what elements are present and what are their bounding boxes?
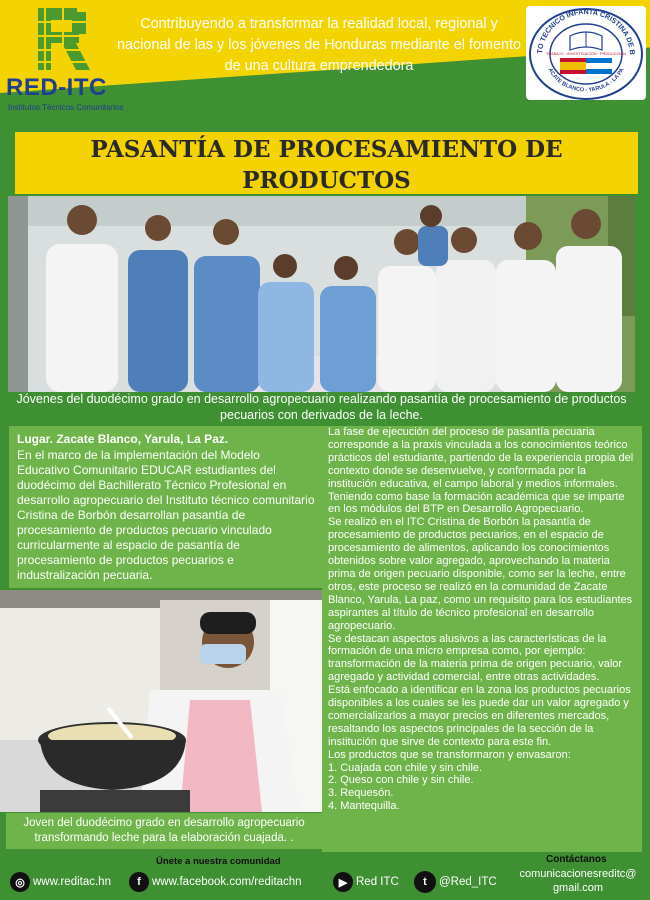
join-community-label: Únete a nuestra comunidad xyxy=(156,856,281,867)
header-slogan: Contribuyendo a transformar la realidad local, regional y nacional de las y los jóvenes de Honduras mediante el fomento de una cultura emprendedora xyxy=(117,16,521,74)
footer xyxy=(0,852,650,900)
youtube-icon: ▶ xyxy=(333,872,353,892)
article-paragraph: Está enfocado a identificar en la zona los productos pecuarios disponibles a los cuales se les puede dar un valor agregado y comercializarlos a mayor precios en diferentes mercados, resaltando los aspectos principales de la sección de la institución que sirve de contexto para este fin. xyxy=(328,684,631,748)
left-intro-text xyxy=(9,426,322,583)
logo-title: RED-ITC xyxy=(6,74,107,101)
right-article-box xyxy=(322,426,642,852)
footer-link-facebook[interactable] xyxy=(129,872,302,892)
article-title-box xyxy=(13,130,640,196)
contact-label: Contáctanos xyxy=(546,854,607,865)
footer-link-twitter[interactable] xyxy=(414,872,497,892)
article-body xyxy=(322,426,642,813)
left-intro-box xyxy=(9,426,322,588)
footer-link-text: Red ITC xyxy=(356,876,399,888)
contact-email-link[interactable]: comunicacionesreditc@ gmail.com xyxy=(519,868,637,894)
school-seal xyxy=(526,6,646,100)
footer-link-text: www.reditac.hn xyxy=(33,876,111,888)
footer-link-website[interactable] xyxy=(10,872,111,892)
seal-ring-bottom: ACATE BLANCO - YARULA - LA PA xyxy=(546,67,626,94)
group-photo xyxy=(8,196,635,392)
products-heading: Los productos que se transformaron y envasaron: xyxy=(328,748,571,761)
red-itc-logo xyxy=(2,4,130,112)
footer-link-youtube[interactable] xyxy=(333,872,399,892)
article-paragraph: Se realizó en el ITC Cristina de Borbón la pasantía de procesamiento de productos pecuarios, en el espacio de procesamiento de alimentos, aplicando los conocimientos obtenidos sobre valor agregado, aprovechando la materia prima de origen pecuario disponible, como ser la leche, entre otros, este proceso se realizó en la comunidad de Zacate Blanco, Yarula, La paz, como un requisito para los estudiantes aspirantes al título de técnico profesional en desarrollo agropecuario. xyxy=(328,516,633,632)
article-paragraph: Se destacan aspectos alusivos a las características de la formación de una micro empresa como, por ejemplo: transformación de la materia prima de origen pecuario, valor agregado y actividad comercial, entre otras actividades. xyxy=(328,632,623,684)
cooking-photo xyxy=(0,590,322,812)
footer-link-text: www.facebook.com/reditachn xyxy=(152,876,302,888)
product-list-item: 4. Mantequilla. xyxy=(328,800,400,813)
seal-ring-text: TO TECNICO INFANTA CRISTINA DE B xyxy=(535,6,638,56)
logo-subtitle: Institutos Técnicos Comunitarios xyxy=(8,103,124,112)
footer-link-text: @Red_ITC xyxy=(439,876,497,888)
article-title-line-1: PASANTÍA DE PROCESAMIENTO DE PRODUCTOS xyxy=(90,136,563,194)
article-paragraph: Teniendo como base la formación académica que se imparte en los módulos del BTP en Desarrollo Agropecuario. xyxy=(328,490,625,516)
location-label: Lugar. Zacate Blanco, Yarula, La Paz. xyxy=(17,432,229,446)
seal-motto: TRABAJO · INVESTIGACION · PRODUCCION xyxy=(546,52,626,56)
product-list-item: 2. Queso con chile y sin chile. xyxy=(328,774,474,787)
article-paragraph: La fase de ejecución del proceso de pasantía pecuaria corresponde a la praxis vinculada a los conocimientos teórico prácticos del estudiante, partiendo de la experiencia propia del contexto donde se desenvuelve, y conformada por la institución educativa, el campo laboral y medios informales. xyxy=(328,426,634,490)
header-banner xyxy=(0,0,650,112)
product-list-item: 3. Requesón. xyxy=(328,787,394,800)
product-list-item: 1. Cuajada con chile y sin chile. xyxy=(328,761,483,774)
intro-paragraph: En el marco de la implementación del Modelo Educativo Comunitario EDUCAR estudiantes del duodécimo del Bachillerato Técnico Profesional en desarrollo agropecuario del Instituto técnico comunitario Cristina de Borbón desarrollan pasantía de procesamiento de productos pecuario vinculado curricularmente al espacio de pasantía de procesamiento de productos pecuarios e industralización pecuaria. xyxy=(17,448,315,582)
cooking-photo-caption: Joven del duodécimo grado en desarrollo agropecuario transformando leche para la elaboración cuajada. . xyxy=(6,813,322,849)
group-photo-caption: Jóvenes del duodécimo grado en desarrollo agropecuario realizando pasantía de procesamiento de productos pecuarios con derivados de la leche. xyxy=(8,392,635,426)
school-seal-emblem xyxy=(526,6,646,100)
globe-icon: ◎ xyxy=(10,872,30,892)
facebook-icon: f xyxy=(129,872,149,892)
logo-r-icon xyxy=(36,6,90,72)
twitter-icon: t xyxy=(414,871,436,893)
